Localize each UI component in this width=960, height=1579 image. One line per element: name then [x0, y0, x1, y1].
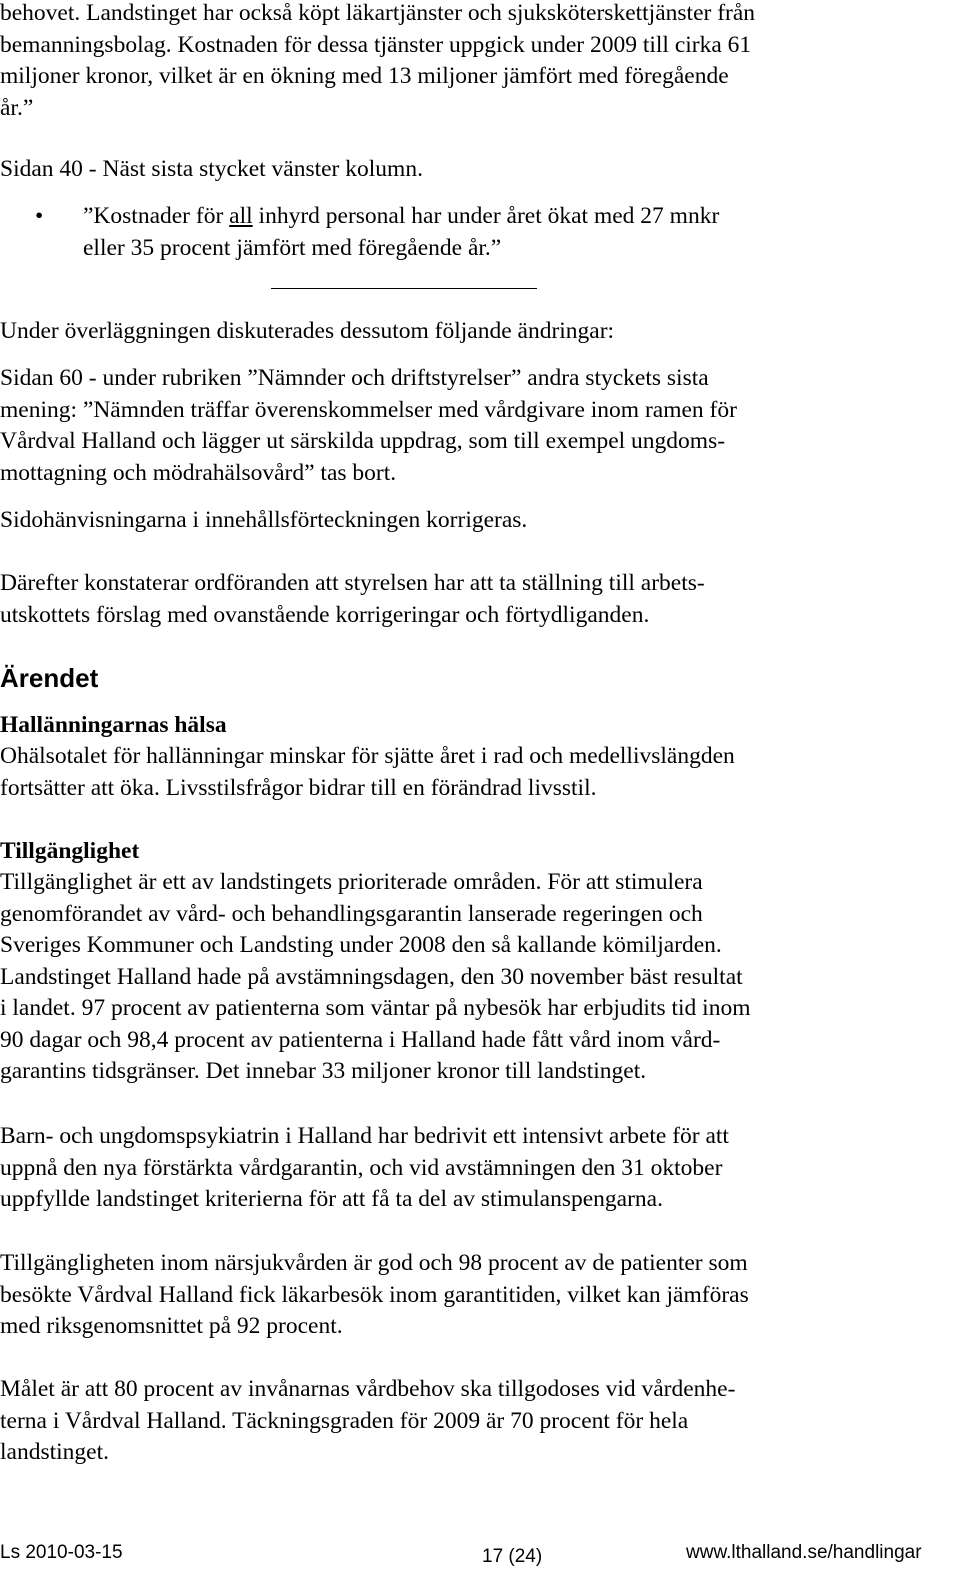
deliberation-line: Under överläggningen diskuterades dessutom följande ändringar:	[0, 318, 615, 344]
underlined-word: all	[229, 203, 253, 229]
text-line: garantins tidsgränser. Det innebar 33 miljoner kronor till landstinget.	[0, 1058, 647, 1084]
primary-care-paragraph	[0, 1248, 900, 1343]
text-line: Målet är att 80 procent av invånarnas vårdbehov ska tillgodoses vid vårdenhe-	[0, 1376, 736, 1402]
text-line: mottagning och mödrahälsovård” tas bort.	[0, 459, 397, 486]
bullet-quote	[83, 201, 960, 264]
text-line: uppfyllde landstinget kriterierna för att få ta del av stimulanspengarna.	[0, 1186, 663, 1212]
text-line: utskottets förslag med ovanstående korrigeringar och förtydliganden.	[0, 601, 650, 628]
text-line: landstinget.	[0, 1439, 109, 1465]
bup-paragraph	[0, 1121, 900, 1216]
subheading-access: Tillgänglighet	[0, 838, 140, 864]
page60-paragraph	[0, 363, 900, 489]
page-reference-line: Sidan 40 - Näst sista stycket vänster kolumn.	[0, 156, 423, 182]
text-line: mening: ”Nämnden träffar överenskommelser med vårdgivare inom ramen för	[0, 396, 737, 423]
access-paragraph	[0, 867, 900, 1088]
text-line: Landstinget Halland hade på avstämningsdagen, den 30 november bäst resultat	[0, 963, 743, 990]
bullet-line: eller 35 procent jämfört med föregående år.”	[83, 234, 502, 261]
text-line: Tillgängligheten inom närsjukvården är god och 98 procent av de patienter som	[0, 1250, 748, 1276]
text-line: Vårdval Halland och lägger ut särskilda uppdrag, som till exempel ungdoms-	[0, 428, 726, 454]
health-paragraph	[0, 741, 900, 804]
footer-website-link[interactable]: www.lthalland.se/handlingar	[686, 1542, 922, 1563]
separator-line	[271, 288, 537, 289]
text-line: med riksgenomsnittet på 92 procent.	[0, 1313, 343, 1339]
text-line: Barn- och ungdomspsykiatrin i Halland har bedrivit ett intensivt arbete för att	[0, 1123, 729, 1149]
footer-date: Ls 2010-03-15	[0, 1542, 123, 1563]
toc-correction-line: Sidohänvisningarna i innehållsförteckningen korrigeras.	[0, 507, 528, 533]
bullet-text: ”Kostnader för	[83, 203, 230, 229]
text-line: besökte Vårdval Halland fick läkarbesök inom garantitiden, vilket kan jämföras	[0, 1281, 749, 1308]
bullet-icon: •	[35, 203, 44, 229]
text-line: Ohälsotalet för hallänningar minskar för sjätte året i rad och medellivslängden	[0, 743, 735, 769]
text-line: genomförandet av vård- och behandlingsgarantin lanserade regeringen och	[0, 900, 703, 927]
intro-paragraph	[0, 0, 900, 124]
text-line: terna i Vårdval Halland. Täckningsgraden för 2009 är 70 procent för hela	[0, 1407, 689, 1434]
text-line: Sveriges Kommuner och Landsting under 2008 den så kallande kömiljarden.	[0, 932, 722, 958]
text-line: Tillgänglighet är ett av landstingets prioriterade områden. För att stimulera	[0, 869, 703, 895]
text-line: uppnå den nya förstärkta vårdgarantin, och vid avstämningen den 31 oktober	[0, 1154, 723, 1181]
text-line: Sidan 60 - under rubriken ”Nämnder och driftstyrelser” andra styckets sista	[0, 365, 709, 391]
subheading-health: Hallänningarnas hälsa	[0, 712, 227, 738]
bullet-line	[83, 201, 960, 233]
section-heading-arendet: Ärendet	[0, 663, 99, 693]
text-line: i landet. 97 procent av patienterna som väntar på nybesök har erbjudits tid inom	[0, 995, 751, 1021]
text-line: Därefter konstaterar ordföranden att styrelsen har att ta ställning till arbets-	[0, 570, 705, 596]
goal-paragraph	[0, 1374, 900, 1469]
text-line: bemanningsbolag. Kostnaden för dessa tjänster uppgick under 2009 till cirka 61	[0, 31, 752, 58]
text-line: miljoner kronor, vilket är en ökning med 13 miljoner jämfört med föregående	[0, 63, 729, 89]
text-line: fortsätter att öka. Livsstilsfrågor bidrar till en förändrad livsstil.	[0, 774, 597, 801]
text-line: 90 dagar och 98,4 procent av patienterna i Halland hade fått vård inom vård-	[0, 1026, 721, 1053]
text-line: år.”	[0, 94, 34, 121]
text-line: behovet. Landstinget har också köpt läkartjänster och sjuksköterskettjänster från	[0, 0, 756, 26]
bullet-text: inhyrd personal har under året ökat med 27 mnkr	[252, 203, 720, 229]
chair-paragraph	[0, 568, 900, 631]
footer-page-number: 17 (24)	[482, 1546, 543, 1567]
